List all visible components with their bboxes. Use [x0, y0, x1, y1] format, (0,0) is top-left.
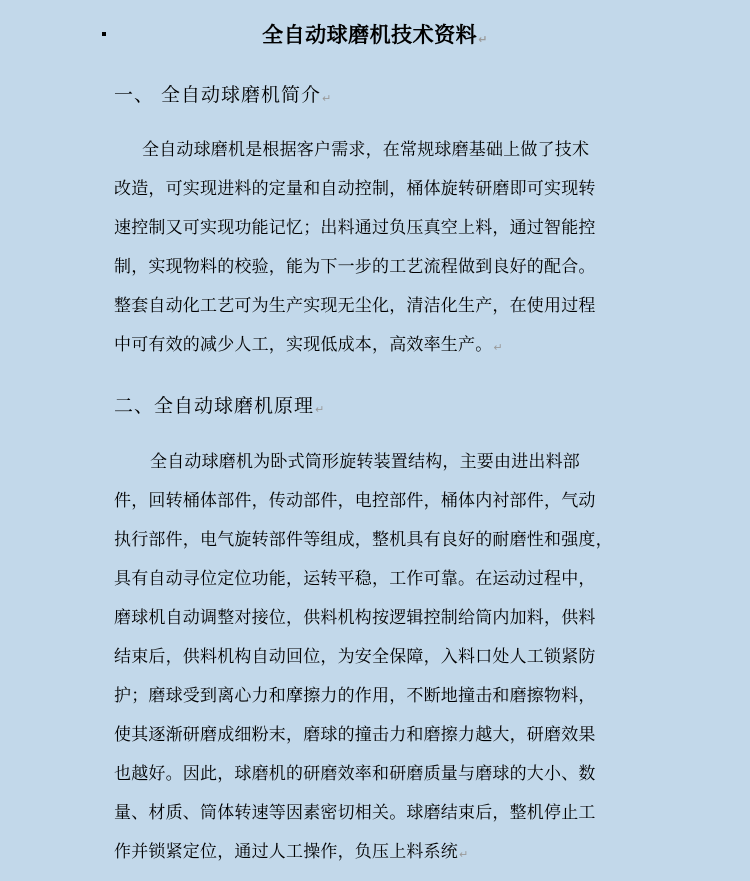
document-title	[0, 20, 750, 55]
paragraph-line: 执行部件，电气旋转部件等组成，整机具有良好的耐磨性和强度，	[114, 530, 613, 550]
paragraph-line: 制，实现物料的校验，能为下一步的工艺流程做到良好的配合。	[114, 257, 596, 277]
paragraph-mark-icon: ↵	[459, 848, 469, 861]
paragraph-line: 磨球机自动调整对接位，供料机构按逻辑控制给筒内加料，供料	[114, 608, 596, 628]
paragraph-line: 整套自动化工艺可为生产实现无尘化，清洁化生产，在使用过程	[114, 296, 596, 316]
paragraph-mark-icon: ↵	[322, 92, 333, 105]
paragraph-line: 护；磨球受到离心力和摩擦力的作用，不断地撞击和磨擦物料，	[114, 686, 596, 706]
paragraph-line: 结束后，供料机构自动回位，为安全保障，入料口处人工锁紧防	[114, 647, 596, 667]
paragraph-line: 也越好。因此，球磨机的研磨效率和研磨质量与磨球的大小、数	[114, 764, 596, 784]
intro-paragraph	[114, 131, 640, 367]
section-heading-principle	[114, 391, 325, 425]
paragraph-line: 中可有效的减少人工，实现低成本，高效率生产。↵	[114, 335, 503, 355]
paragraph-line: 件，回转桶体部件，传动部件，电控部件，桶体内衬部件，气动	[114, 491, 596, 511]
paragraph-mark-icon: ↵	[478, 33, 488, 46]
paragraph-line: 具有自动寻位定位功能，运转平稳，工作可靠。在运动过程中，	[114, 569, 596, 589]
paragraph-mark-icon: ↵	[493, 341, 503, 354]
principle-paragraph	[114, 443, 640, 874]
paragraph-line: 速控制又可实现功能记忆；出料通过负压真空上料，通过智能控	[114, 218, 596, 238]
paragraph-mark-icon: ↵	[315, 403, 326, 416]
section-heading-text: 一、 全自动球磨机简介	[114, 84, 322, 106]
paragraph-line: 量、材质、筒体转速等因素密切相关。球磨结束后，整机停止工	[114, 803, 596, 823]
paragraph-line: 使其逐渐研磨成细粉末，磨球的撞击力和磨擦力越大，研磨效果	[114, 725, 596, 745]
document-title-text: 全自动球磨机技术资料	[262, 23, 478, 47]
paragraph-line: 全自动球磨机为卧式筒形旋转装置结构，主要由进出料部	[150, 452, 580, 472]
paragraph-line: 作并锁紧定位，通过人工操作，负压上料系统↵	[114, 842, 469, 862]
section-heading-intro	[114, 80, 332, 114]
paragraph-line: 全自动球磨机是根据客户需求，在常规球磨基础上做了技术	[142, 140, 590, 160]
section-heading-text: 二、全自动球磨机原理	[114, 395, 315, 417]
paragraph-line: 改造，可实现进料的定量和自动控制，桶体旋转研磨即可实现转	[114, 179, 596, 199]
